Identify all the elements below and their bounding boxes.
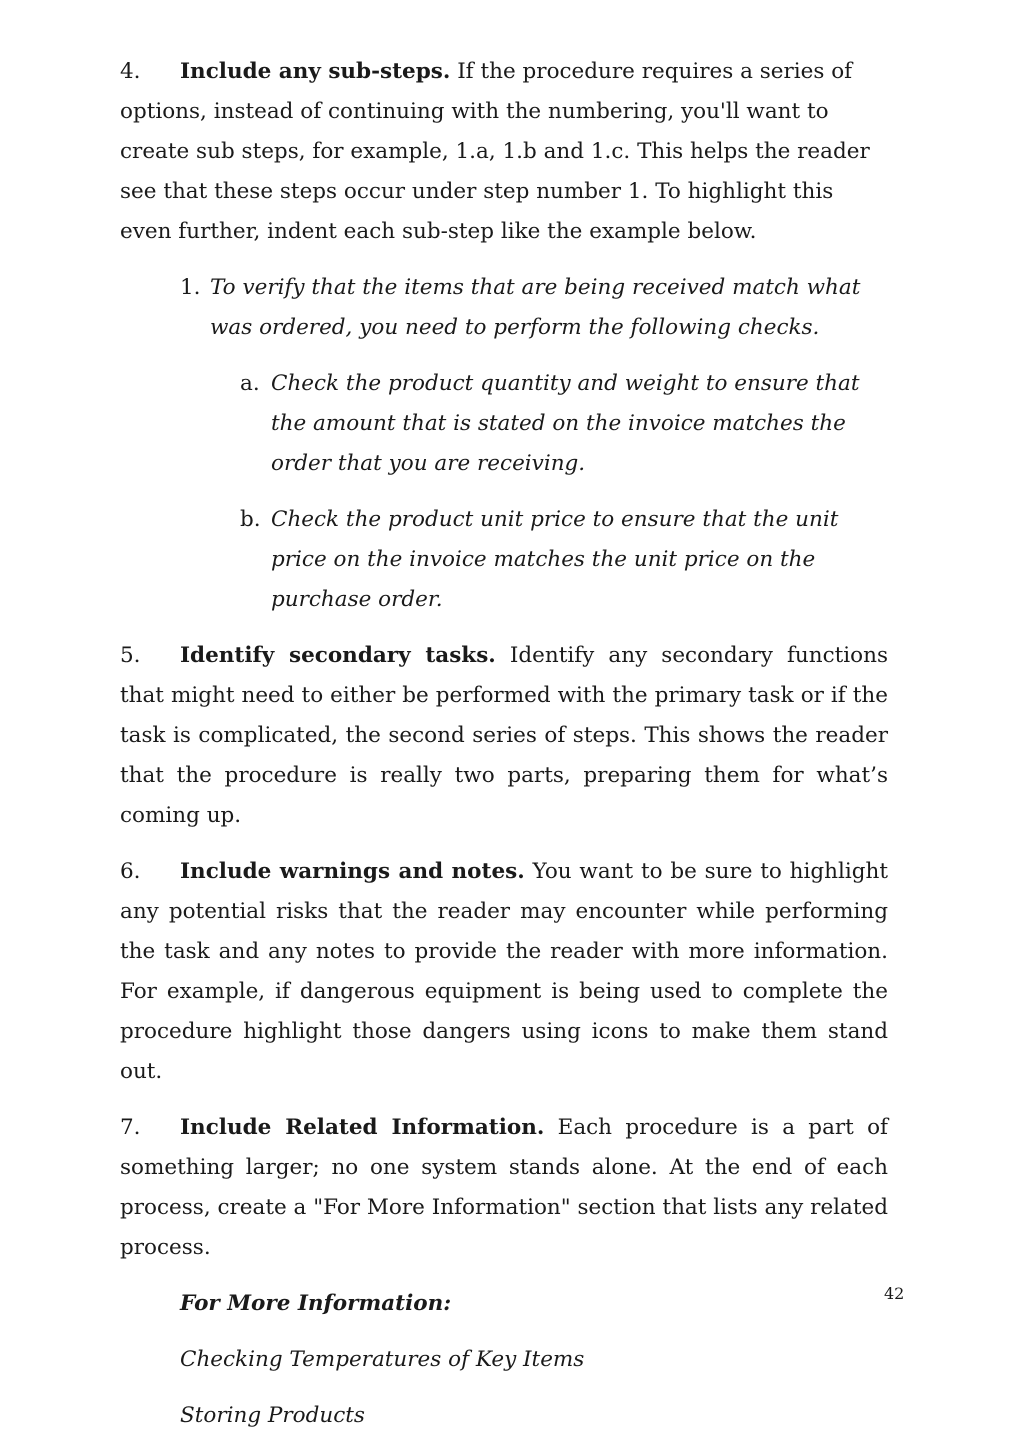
- example-item-1: [120, 268, 888, 348]
- step-4: [120, 52, 888, 252]
- step-number: 5.: [120, 643, 141, 668]
- document-page: [120, 52, 888, 1452]
- step-heading: Include Related Information.: [180, 1115, 545, 1140]
- list-marker: b.: [240, 507, 261, 532]
- list-marker: a.: [240, 371, 260, 396]
- step-7: [120, 1108, 888, 1268]
- step-heading: Include warnings and notes.: [180, 859, 525, 884]
- step-number: 7.: [120, 1115, 141, 1140]
- step-text: If the procedure requires a series of options, instead of continuing with the numbering, you'll want to create sub steps, for example, 1.a, 1.b and 1.c. This helps the reader see that these steps occur under step number 1. To highlight this even further, indent each sub-step like the example below.: [120, 59, 870, 244]
- step-heading: Identify secondary tasks.: [180, 643, 496, 668]
- step-text: Identify any secondary functions that might need to either be performed with the primary task or if the task is complicated, the second series of steps. This shows the reader that the procedure is really two parts, preparing them for what’s coming up.: [120, 643, 888, 828]
- step-heading: Include any sub-steps.: [180, 59, 451, 84]
- step-text: Each procedure is a part of something larger; no one system stands alone. At the end of each process, create a "For More Information" section that lists any related process.: [120, 1115, 889, 1260]
- more-info-heading: For More Information:: [180, 1291, 452, 1316]
- step-5: [120, 636, 888, 836]
- list-item-text: To verify that the items that are being received match what was ordered, you need to perform the following checks.: [210, 275, 861, 340]
- page-number: 42: [884, 1284, 905, 1303]
- list-marker: 1.: [180, 275, 201, 300]
- step-6: [120, 852, 888, 1092]
- list-item-text: Check the product quantity and weight to ensure that the amount that is stated on the invoice matches the order that you are receiving.: [271, 371, 860, 476]
- step-number: 4.: [120, 59, 141, 84]
- more-info-item: Checking Temperatures of Key Items: [180, 1347, 585, 1372]
- list-item-text: Check the product unit price to ensure that the unit price on the invoice matches the unit price on the purchase order.: [271, 507, 839, 612]
- step-number: 6.: [120, 859, 141, 884]
- example-subitem-b: [120, 500, 888, 620]
- step-text: You want to be sure to highlight any potential risks that the reader may encounter while performing the task and any notes to provide the reader with more information. For example, if dangerous equipment is being used to complete the procedure highlight those dangers using icons to make them stand out.: [120, 859, 888, 1084]
- example-subitem-a: [120, 364, 888, 484]
- more-info-item: Storing Products: [180, 1403, 365, 1428]
